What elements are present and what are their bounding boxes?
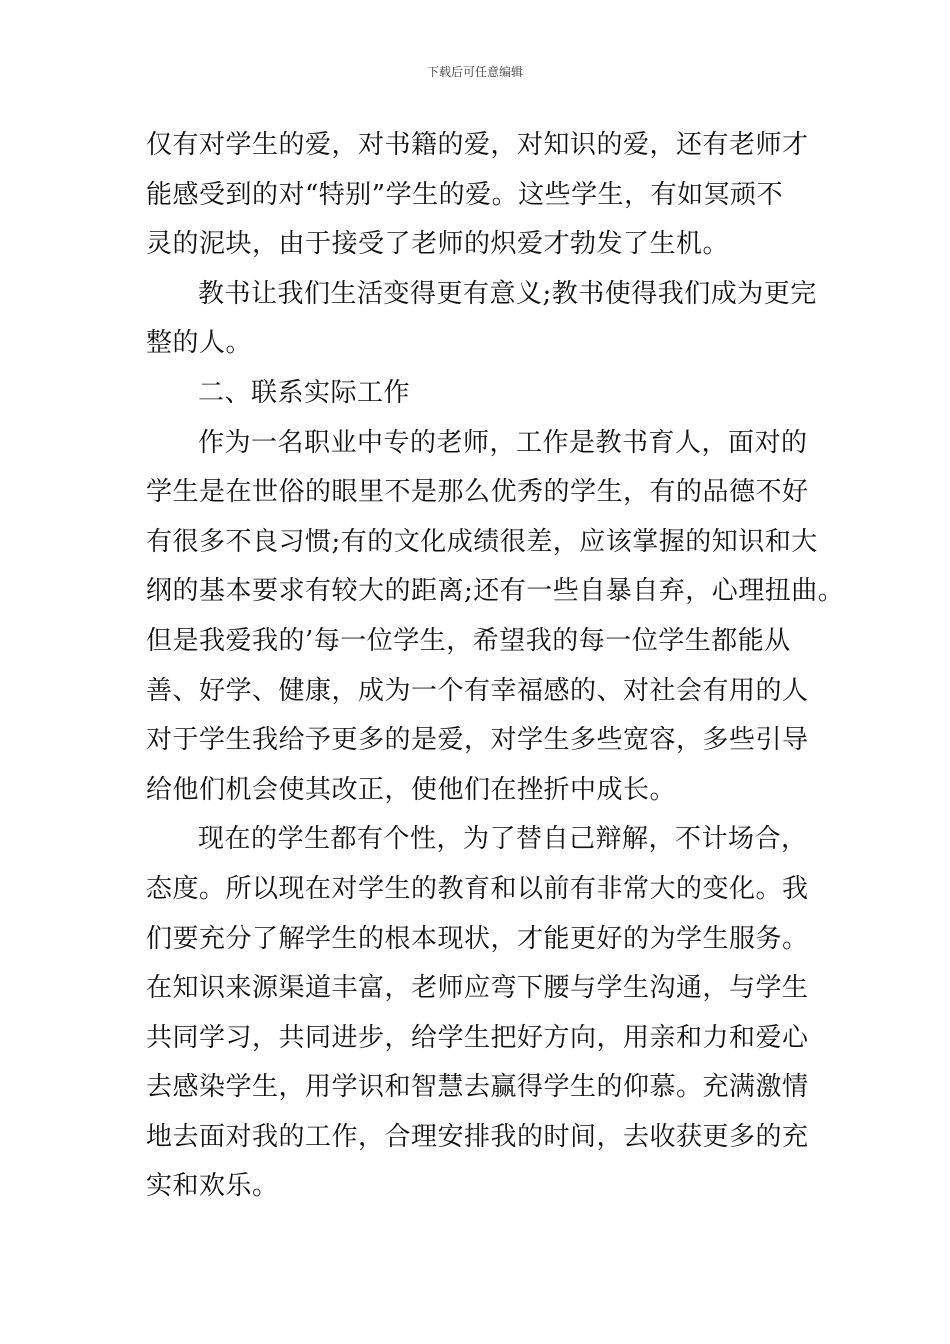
- text-line: 有很多不良习惯;有的文化成绩很差，应该掌握的知识和大: [146, 526, 818, 557]
- paragraph: [146, 270, 826, 369]
- page-header: 下载后可任意编辑: [426, 65, 523, 79]
- text-line: 但是我爱我的’每一位学生，希望我的每一位学生都能从: [146, 625, 791, 656]
- text-line: 共同学习，共同进步，给学生把好方向，用亲和力和爱心: [146, 1022, 809, 1053]
- text-line: 实和欢乐。: [146, 1171, 279, 1202]
- text-line: 能感受到的对“特别”学生的爱。这些学生，有如冥顽不: [146, 179, 784, 210]
- text-line: 在知识来源渠道丰富，老师应弯下腰与学生沟通，与学生: [146, 973, 809, 1004]
- text-line: 对于学生我给予更多的是爱，对学生多些宽容，多些引导: [146, 725, 809, 756]
- text-line: 纲的基本要求有较大的距离;还有一些自暴自弃，心理扭曲。: [146, 576, 845, 607]
- text-line: 学生是在世俗的眼里不是那么优秀的学生，有的品德不好: [146, 477, 809, 508]
- paragraph: [146, 121, 826, 270]
- document-body: [146, 121, 845, 1212]
- text-line: 整的人。: [146, 328, 253, 359]
- text-line: 仅有对学生的爱，对书籍的爱，对知识的爱，还有老师才: [146, 130, 809, 160]
- text-line: 去感染学生，用学识和智慧去赢得学生的仰慕。充满激情: [146, 1072, 809, 1103]
- text-line: 作为一名职业中专的老师，工作是教书育人，面对的: [198, 427, 808, 458]
- text-line: 地去面对我的工作，合理安排我的时间，去收获更多的充: [146, 1121, 809, 1152]
- paragraph: [146, 419, 845, 816]
- text-line: 二、联系实际工作: [198, 377, 411, 408]
- text-line: 灵的泥块，由于接受了老师的炽爱才勃发了生机。: [146, 229, 730, 260]
- text-line: 教书让我们生活变得更有意义;教书使得我们成为更完: [198, 278, 817, 309]
- text-line: 态度。所以现在对学生的教育和以前有非常大的变化。我: [146, 873, 809, 904]
- paragraph: [146, 369, 826, 419]
- text-line: 现在的学生都有个性，为了替自己辩解，不计场合，: [198, 824, 808, 855]
- text-line: 给他们机会使其改正，使他们在挫折中成长。: [146, 774, 677, 805]
- paragraph: [146, 815, 826, 1212]
- text-line: 们要充分了解学生的根本现状，才能更好的为学生服务。: [146, 923, 809, 954]
- text-line: 善、好学、健康，成为一个有幸福感的、对社会有用的人: [146, 675, 809, 706]
